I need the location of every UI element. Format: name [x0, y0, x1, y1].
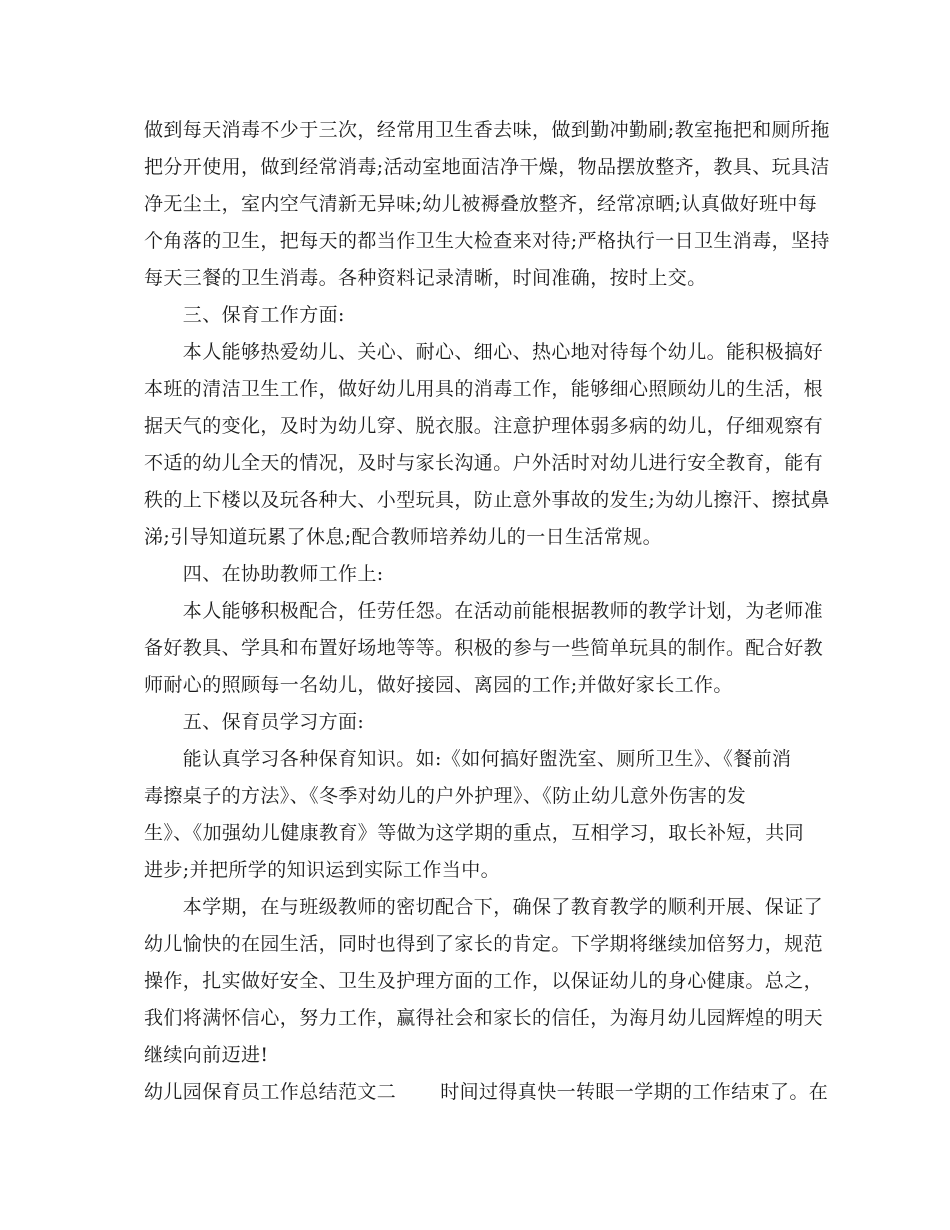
next-article-title: 幼儿园保育员工作总结范文二 [144, 1081, 397, 1103]
text-line: 本班的清洁卫生工作，做好幼儿用具的消毒工作，能够细心照顾幼儿的生活，根 [144, 378, 824, 400]
text-line: 幼儿愉快的在园生活，同时也得到了家长的肯定。下学期将继续加倍努力，规范 [144, 933, 824, 955]
text-line: 不适的幼儿全天的情况，及时与家长沟通。户外活时对幼儿进行安全教育，能有 [144, 452, 824, 474]
text-line: 据天气的变化，及时为幼儿穿、脱衣服。注意护理体弱多病的幼儿，仔细观察有 [144, 415, 824, 437]
text-line: 我们将满怀信心，努力工作，赢得社会和家长的信任，为海月幼儿园辉煌的明天 [144, 1007, 824, 1029]
text-line: 继续向前迈进! [144, 1044, 269, 1066]
text-line: 本人能够积极配合，任劳任怨。在活动前能根据教师的教学计划，为老师准 [144, 600, 824, 622]
text-line: 秩的上下楼以及玩各种大、小型玩具，防止意外事故的发生;为幼儿擦汗、擦拭鼻 [144, 489, 830, 511]
text-line: 生》、《加强幼儿健康教育》等做为这学期的重点，互相学习，取长补短，共同 [144, 822, 805, 844]
text-line: 把分开使用，做到经常消毒;活动室地面洁净干燥，物品摆放整齐，教具、玩具洁 [144, 156, 830, 178]
text-line: 净无尘土，室内空气清新无异味;幼儿被褥叠放整齐，经常凉晒;认真做好班中每 [144, 193, 818, 215]
text-line: 本人能够热爱幼儿、关心、耐心、细心、热心地对待每个幼儿。能积极搞好 [144, 341, 824, 363]
final-line [144, 1080, 829, 1104]
text-line: 做到每天消毒不少于三次，经常用卫生香去味，做到勤冲勤刷;教室拖把和厕所拖 [144, 119, 830, 141]
text-line: 进步;并把所学的知识运到实际工作当中。 [144, 859, 501, 881]
text-line: 每天三餐的卫生消毒。各种资料记录清晰，时间准确，按时上交。 [144, 267, 707, 289]
text-line: 备好教具、学具和布置好场地等等。积极的参与一些简单玩具的制作。配合好教 [144, 637, 824, 659]
text-line: 能认真学习各种保育知识。如:《如何搞好盥洗室、厕所卫生》、《餐前消 [144, 748, 792, 770]
section-heading: 四、在协助教师工作上: [144, 563, 384, 585]
text-line: 师耐心的照顾每一名幼儿，做好接园、离园的工作;并做好家长工作。 [144, 674, 733, 696]
text-line: 个角落的卫生，把每天的都当作卫生大检查来对待;严格执行一日卫生消毒，坚持 [144, 230, 830, 252]
text-line: 毒擦桌子的方法》、《冬季对幼儿的户外护理》、《防止幼儿意外伤害的发 [144, 785, 747, 807]
text-line: 涕;引导知道玩累了休息;配合教师培养幼儿的一日生活常规。 [144, 526, 663, 548]
text-line: 操作，扎实做好安全、卫生及护理方面的工作，以保证幼儿的身心健康。总之， [144, 970, 824, 992]
section-heading: 三、保育工作方面: [144, 304, 345, 326]
next-article-text: 时间过得真快一转眼一学期的工作结束了。在 [440, 1081, 829, 1103]
section-heading: 五、保育员学习方面: [144, 711, 365, 733]
text-line: 本学期，在与班级教师的密切配合下，确保了教育教学的顺利开展、保证了 [144, 896, 824, 918]
